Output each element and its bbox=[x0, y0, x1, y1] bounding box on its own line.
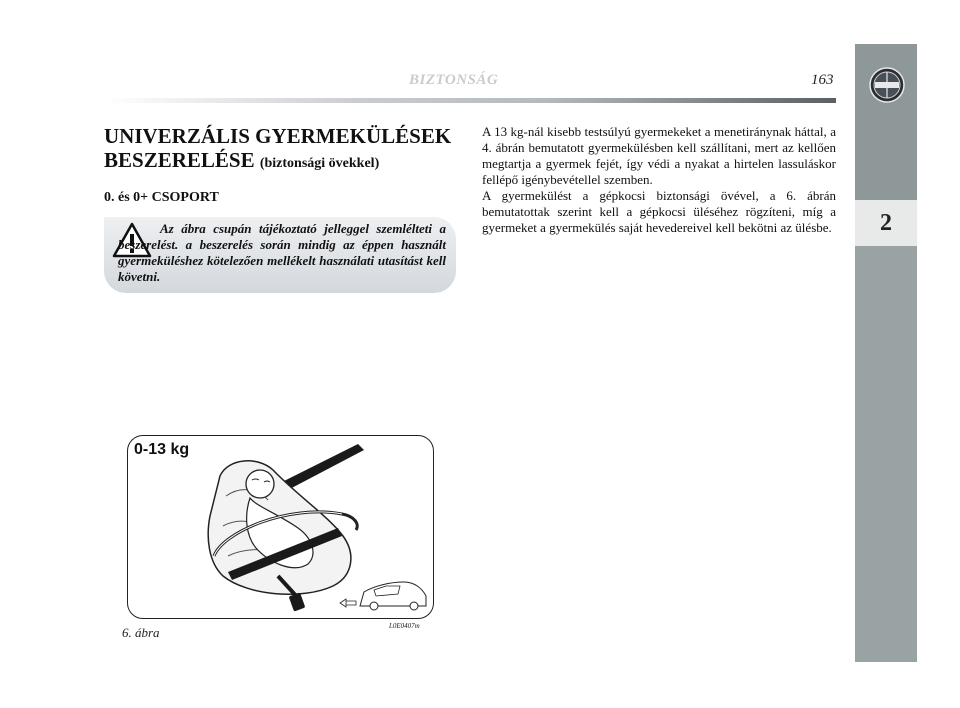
heading-line2 bbox=[104, 148, 464, 176]
figure-code: L0E0407m bbox=[389, 622, 420, 630]
header-rule bbox=[104, 98, 836, 103]
child-seat-illustration bbox=[128, 436, 433, 618]
paragraph-2: A gyermekülést a gépkocsi biztonsági övével, a 6. ábrán bemutatottak szerint kell a gépkocsi üléséhez rögzíteni, míg a gyermeket a gyermekülés saját hevedereivel kell bekötni az ülésbe. bbox=[482, 188, 836, 235]
chapter-number[interactable]: 2 bbox=[855, 200, 917, 246]
warning-text: Az ábra csupán tájékoztató jelleggel szemlélteti a beszerelést. a beszerelés során mindig az éppen használt gyermeküléshez kötelezően mellékelt használati utasítást kell követni. bbox=[118, 221, 446, 284]
page-number: 163 bbox=[811, 72, 834, 88]
body-text bbox=[482, 124, 836, 236]
heading-line2-text: BESZERELÉSE bbox=[104, 148, 255, 172]
section-title: BIZTONSÁG bbox=[409, 72, 499, 88]
figure-child-seat bbox=[127, 435, 434, 619]
group-heading: 0. és 0+ CSOPORT bbox=[104, 190, 219, 205]
section-heading bbox=[104, 124, 464, 176]
figure-weight-label: 0-13 kg bbox=[134, 441, 190, 458]
heading-line1: UNIVERZÁLIS GYERMEKÜLÉSEK bbox=[104, 124, 452, 148]
figure-caption: 6. ábra bbox=[122, 625, 160, 640]
paragraph-1: A 13 kg-nál kisebb testsúlyú gyermekeket a menetiránynak háttal, a 4. ábrán bemutatott gyermekülésben kell szállítani, mert az kellően megtartja a gyermek fejét, így védi a nyakat a hirtelen lassuláskor fellépő igénybevétellel szemben. bbox=[482, 124, 836, 187]
heading-note: (biztonsági övekkel) bbox=[259, 156, 380, 171]
lancia-logo-icon bbox=[869, 67, 905, 103]
